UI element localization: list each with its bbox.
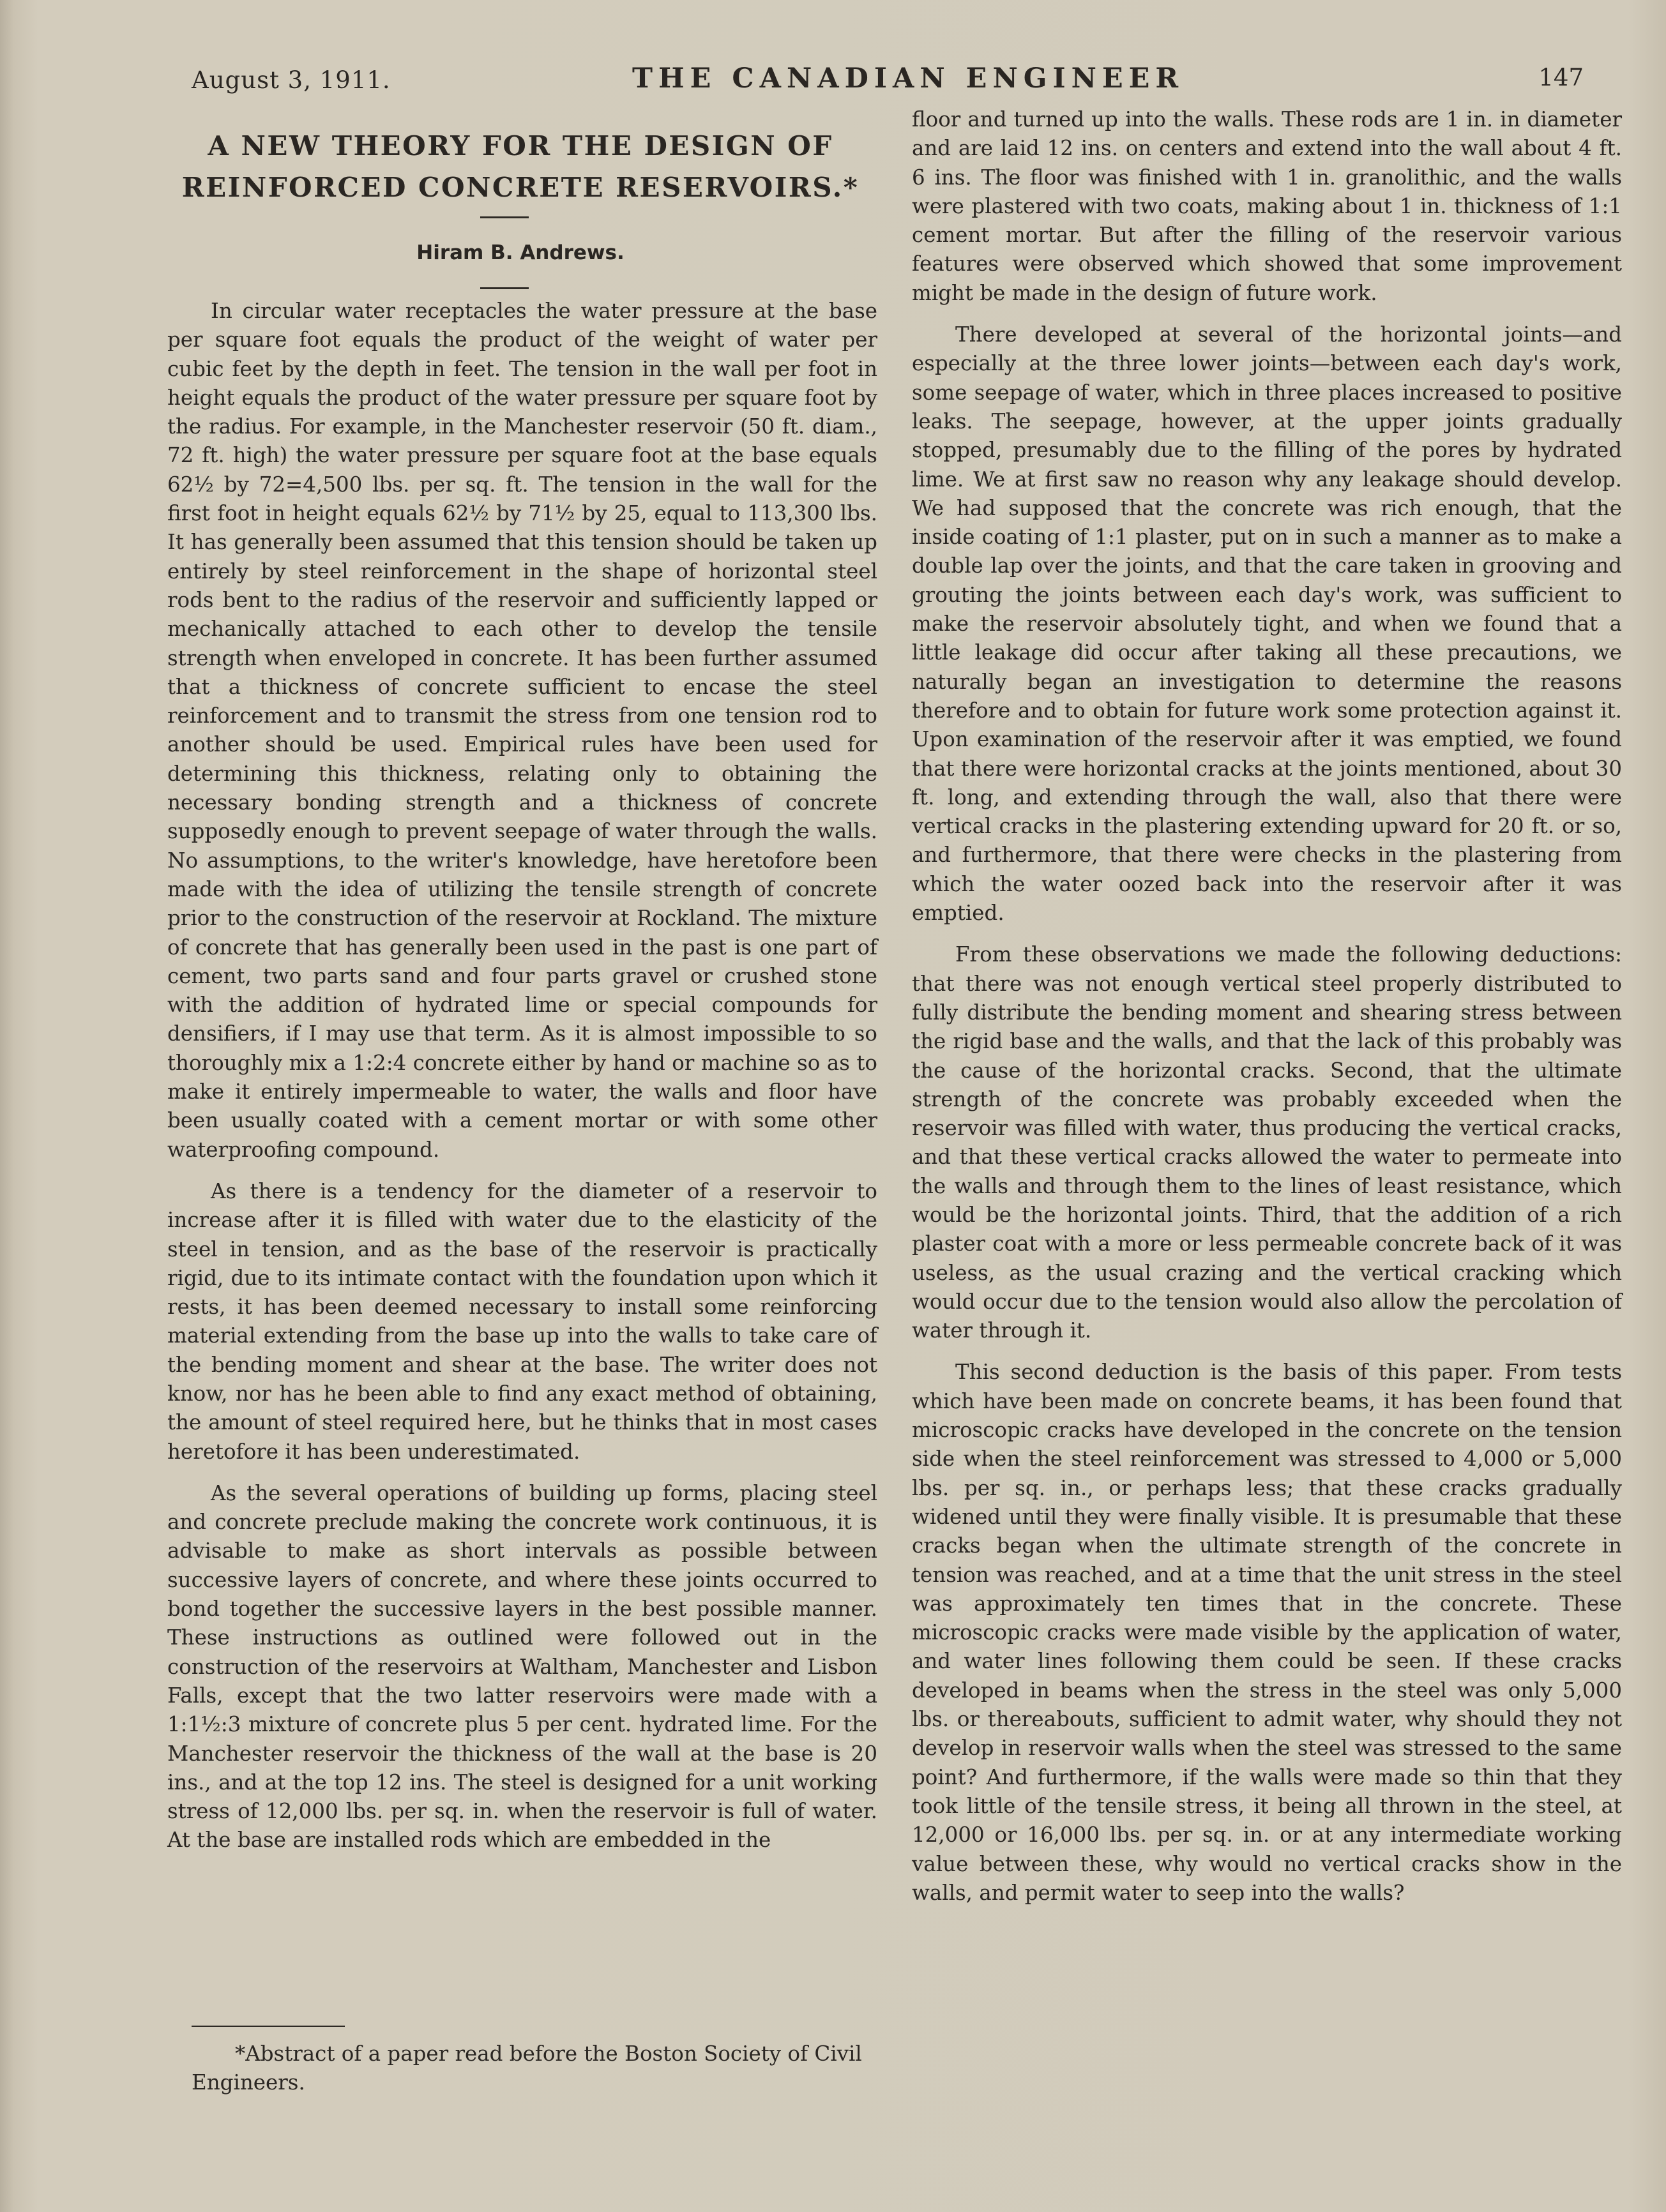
paragraph: In circular water receptacles the water pressure at the base per square foot equals the product of the weight of water per cubic feet by the depth in feet. The tension in the wall per foot in height equals the product of the water pressure per square foot by the radius. For example, in the Manchester reservoir (50 ft. diam., 72 ft. high) the water pressure per square foot at the base equals 62½ by 72=4,500 lbs. per sq. ft. The tension in the wall for the first foot in height equals 62½ by 71½ by 25, equal to 113,300 lbs. It has generally been assumed that this tension should be taken up entirely by steel reinforcement in the shape of horizontal steel rods bent to the radius of the reservoir and sufficiently lapped or mechanically attached to each other to develop the tensile strength when enveloped in concrete. It has been further assumed that a thickness of concrete sufficient to encase the steel reinforcement and to transmit the stress from one tension rod to another should be used. Empirical rules have been used for determining this thickness, relating only to obtaining the necessary bonding strength and a thickness of concrete supposedly enough to prevent seepage of water through the walls. No assumptions, to the writer's knowledge, have heretofore been made with the idea of utilizing the tensile strength of concrete prior to the construction of the reservoir at Rockland. The mixture of concrete that has generally been used in the past is one part of cement, two parts sand and four parts gravel or crushed stone with the addition of hydrated lime or special compounds for densifiers, if I may use that term. As it is almost impossible to so thoroughly mix a 1:2:4 concrete either by hand or machine so as to make it entirely impermeable to water, the walls and floor have been usually coated with a cement mortar or with some other waterproofing compound. <box>167 299 877 1162</box>
paragraph: As the several operations of building up forms, placing steel and concrete preclude making the concrete work continuous, it is advisable to make as short intervals as possible between successive layers of concrete, and where these joints occurred to bond together the successive layers in the best possible manner. These instructions as outlined were followed out in the construction of the reservoirs at Waltham, Manchester and Lisbon Falls, except that the two latter reservoirs were made with a 1:1½:3 mixture of concrete plus 5 per cent. hydrated lime. For the Manchester reservoir the thickness of the wall at the base is 20 ins., and at the top 12 ins. The steel is designed for a unit working stress of 12,000 lbs. per sq. in. when the reservoir is full of water. At the base are installed rods which are embedded in the <box>167 1480 877 1853</box>
footnote-divider <box>192 2026 345 2027</box>
paragraph: This second deduction is the basis of this paper. From tests which have been made on concrete beams, it has been found that microscopic cracks have developed in the concrete on the tension side when the steel reinforcement was stressed to 4,000 or 5,000 lbs. per sq. in., or perhaps less; that these cracks gradually widened until they were finally visible. It is presumable that these cracks began when the ultimate strength of the concrete in tension was reached, and at a time that the unit stress in the steel was approximately ten times that in the concrete. These microscopic cracks were made visible by the application of water, and water lines following them could be seen. If these cracks developed in beams when the stress in the steel was only 5,000 lbs. or thereabouts, sufficient to admit water, why should they not develop in reservoir walls when the steel was stressed to the same point? And furthermore, if the walls were made so thin that they took little of the tensile stress, it being all thrown in the steel, at 12,000 or 16,000 lbs. per sq. in. or at any intermediate working value between these, why would no vertical cracks show in the walls, and permit water to seep into the walls? <box>912 1360 1622 1905</box>
page-header <box>192 60 1596 105</box>
paragraph: As there is a tendency for the diameter of a reservoir to increase after it is filled with water due to the elasticity of the steel in tension, and as the base of the reservoir is practically rigid, due to its intimate contact with the foundation upon which it rests, it has been deemed necessary to install some reinforcing material extending from the base up into the walls to take care of the bending moment and shear at the base. The writer does not know, nor has he been able to find any exact method of obtaining, the amount of steel required here, but he thinks that in most cases heretofore it has been underestimated. <box>167 1178 877 1464</box>
page-number: 147 <box>1538 64 1584 91</box>
issue-date: August 3, 1911. <box>192 66 391 94</box>
article-author: Hiram B. Andrews. <box>416 241 625 264</box>
right-column <box>912 105 1622 1920</box>
left-column <box>167 297 877 1868</box>
paragraph: floor and turned up into the walls. These rods are 1 in. in diameter and are laid 12 ins. on centers and extend into the wall about 4 ft. 6 ins. The floor was finished with 1 in. granolithic, and the walls were plastered with two coats, making about 1 in. thickness of 1:1 cement mortar. But after the filling of the reservoir various features were observed which showed that some improvement might be made in the design of future work. <box>912 107 1622 305</box>
author-divider <box>480 287 529 289</box>
title-divider <box>480 216 529 218</box>
journal-title: THE CANADIAN ENGINEER <box>632 63 1185 94</box>
footnote: *Abstract of a paper read before the Boston Society of Civil Engineers. <box>192 2042 862 2095</box>
paragraph: From these observations we made the following deductions: that there was not enough vertical steel properly distributed to fully distribute the bending moment and shearing stress between the rigid base and the walls, and that the lack of this probably was the cause of the horizontal cracks. Second, that the ultimate strength of the concrete was probably exceeded when the reservoir was filled with water, thus producing the vertical cracks, and that these vertical cracks allowed the water to permeate into the walls and through them to the lines of least resistance, which would be the horizontal joints. Third, that the addition of a rich plaster coat with a more or less permeable concrete back of it was useless, as the usual crazing and the vertical cracking which would occur due to the tension would also allow the percolation of water through it. <box>912 942 1622 1343</box>
paragraph: There developed at several of the horizontal joints—and especially at the three lower joints—between each day's work, some seepage of water, which in three places increased to positive leaks. The seepage, however, at the upper joints gradually stopped, presumably due to the filling of the pores by hydrated lime. We at first saw no reason why any leakage should develop. We had supposed that the concrete was rich enough, that the inside coating of 1:1 plaster, put on in such a manner as to make a double lap over the joints, and that the care taken in grooving and grouting the joints between each day's work, was sufficient to make the reservoir absolutely tight, and when we found that a little leakage did occur after taking all these precautions, we naturally began an investigation to determine the reasons therefore and to obtain for future work some protection against it. Upon examination of the reservoir after it was emptied, we found that there were horizontal cracks at the joints mentioned, about 30 ft. long, and extending through the wall, also that there were vertical cracks in the plastering extending upward for 20 ft. or so, and furthermore, that there were checks in the plastering from which the water oozed back into the reservoir after it was emptied. <box>912 322 1622 926</box>
article-title: A NEW THEORY FOR THE DESIGN OF REINFORCED CONCRETE RESERVOIRS.* <box>181 130 860 203</box>
